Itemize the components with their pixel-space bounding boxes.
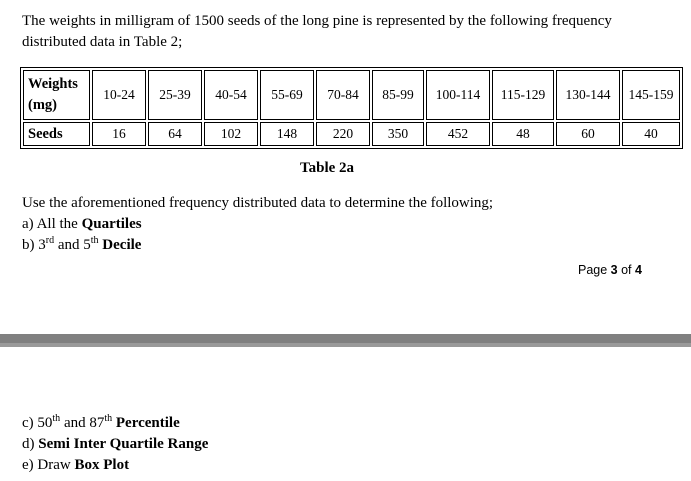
- question-marker: d): [22, 436, 35, 452]
- seed-count-cell: 16: [92, 122, 146, 146]
- weight-class-cell: 145-159: [622, 70, 680, 120]
- question-text: and 87: [60, 415, 105, 431]
- question-block-top: [22, 193, 493, 256]
- question-text: and 5: [54, 237, 91, 253]
- ordinal-suffix: rd: [45, 235, 55, 246]
- question-text: All the: [36, 216, 82, 232]
- seeds-header-cell: Seeds: [23, 122, 90, 146]
- weight-class-cell: 115-129: [492, 70, 554, 120]
- page-number-prefix: Page: [578, 263, 611, 277]
- weights-header-cell: [23, 70, 90, 120]
- weight-class-cell: 130-144: [556, 70, 620, 120]
- frequency-table: [20, 67, 683, 149]
- weight-class-cell: 25-39: [148, 70, 202, 120]
- page-break-divider: [0, 334, 691, 347]
- weights-row: [23, 70, 680, 120]
- question-c: [22, 413, 208, 434]
- instruction-text: Use the aforementioned frequency distributed data to determine the following;: [22, 195, 494, 211]
- weight-class-cell: 70-84: [316, 70, 370, 120]
- ordinal-suffix: th: [104, 413, 113, 424]
- seed-count-cell: 452: [426, 122, 490, 146]
- ordinal-number: 50: [37, 415, 53, 431]
- ordinal-number: 3: [38, 237, 46, 253]
- weight-class-cell: 85-99: [372, 70, 424, 120]
- question-a: [22, 214, 493, 235]
- question-keyword: Box Plot: [74, 457, 130, 473]
- seed-count-cell: 102: [204, 122, 258, 146]
- seed-count-cell: 220: [316, 122, 370, 146]
- weight-class-cell: 100-114: [426, 70, 490, 120]
- question-marker: e): [22, 457, 34, 473]
- seed-count-cell: 40: [622, 122, 680, 146]
- page-number-separator: of: [617, 263, 635, 277]
- question-keyword: Decile: [98, 237, 142, 253]
- ordinal-suffix: th: [90, 235, 99, 246]
- weights-header-unit: (mg): [28, 97, 57, 113]
- intro-paragraph: The weights in milligram of 1500 seeds of the long pine is represented by the following frequency distributed data in Table 2;: [22, 13, 612, 50]
- table-caption: Table 2a: [300, 160, 355, 176]
- question-keyword: Semi Inter Quartile Range: [38, 436, 209, 452]
- ordinal-suffix: th: [52, 413, 61, 424]
- question-keyword: Quartiles: [81, 216, 142, 232]
- page-number: [578, 263, 642, 277]
- page-break-edge: [0, 343, 691, 347]
- seed-count-cell: 350: [372, 122, 424, 146]
- seed-count-cell: 148: [260, 122, 314, 146]
- question-keyword: Percentile: [112, 415, 180, 431]
- question-marker: a): [22, 216, 34, 232]
- question-e: [22, 455, 208, 476]
- seed-count-cell: 64: [148, 122, 202, 146]
- question-d: [22, 434, 208, 455]
- question-marker: c): [22, 415, 34, 431]
- page-number-total: 4: [635, 263, 642, 277]
- seed-count-cell: 48: [492, 122, 554, 146]
- question-marker: b): [22, 237, 35, 253]
- weights-header-label: Weights: [28, 76, 78, 92]
- weight-class-cell: 40-54: [204, 70, 258, 120]
- seed-count-cell: 60: [556, 122, 620, 146]
- weight-class-cell: 10-24: [92, 70, 146, 120]
- question-b: [22, 235, 493, 256]
- weight-class-cell: 55-69: [260, 70, 314, 120]
- page-number-current: 3: [610, 263, 618, 277]
- question-text: Draw: [37, 457, 75, 473]
- question-block-bottom: [22, 413, 208, 476]
- seeds-row: [23, 122, 680, 146]
